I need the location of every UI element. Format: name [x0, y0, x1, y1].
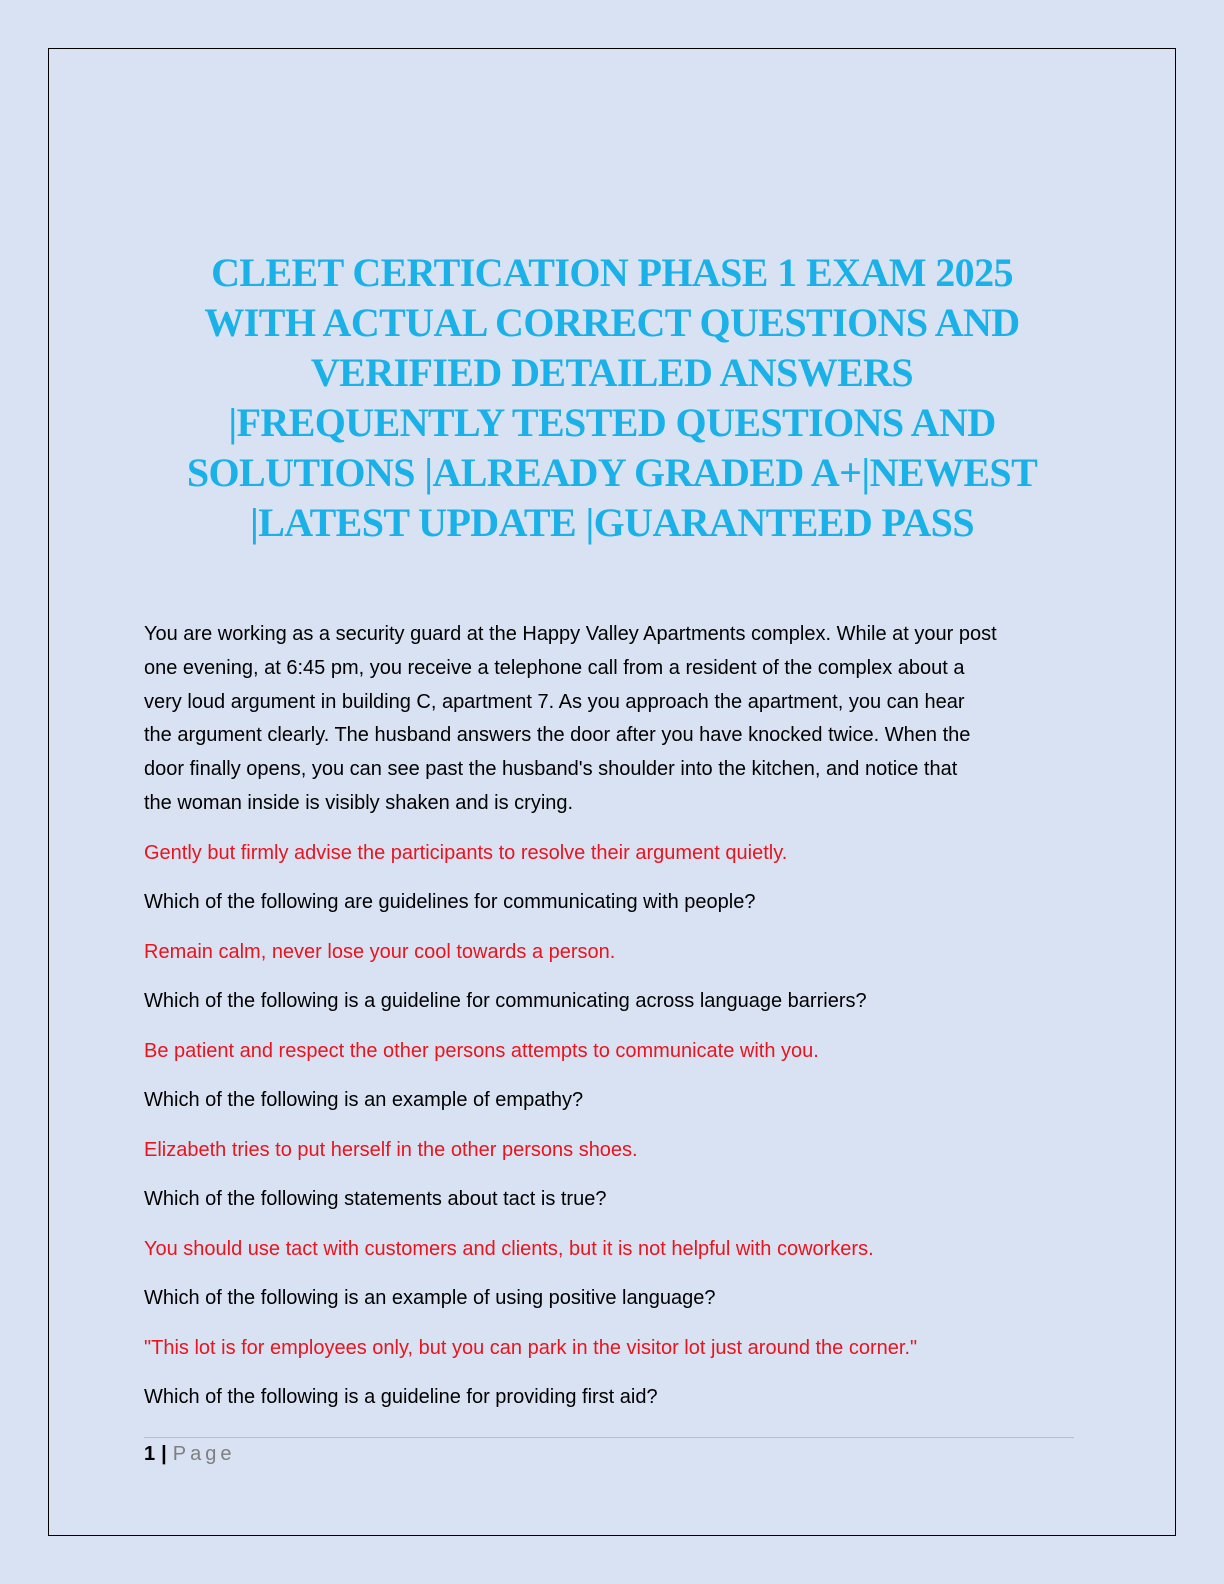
- question-text: Which of the following statements about tact is true?: [144, 1188, 607, 1211]
- scenario-line: the argument clearly. The husband answers the door after you have knocked twice. When the: [144, 724, 971, 747]
- answer-text: Be patient and respect the other persons attempts to communicate with you.: [144, 1039, 819, 1062]
- answer-text: Remain calm, never lose your cool towards a person.: [144, 940, 616, 963]
- scenario-line: one evening, at 6:45 pm, you receive a telephone call from a resident of the complex about a: [144, 656, 965, 679]
- answer-text: Gently but firmly advise the participants to resolve their argument quietly.: [144, 841, 788, 864]
- title-line: WITH ACTUAL CORRECT QUESTIONS AND: [204, 300, 1020, 345]
- question-text: Which of the following are guidelines for communicating with people?: [144, 891, 756, 914]
- question-text: Which of the following is a guideline for communicating across language barriers?: [144, 990, 867, 1013]
- title-line: VERIFIED DETAILED ANSWERS: [310, 350, 914, 395]
- question-text: Which of the following is a guideline for providing first aid?: [144, 1386, 658, 1409]
- document-title: [130, 248, 1094, 548]
- answer-text: Elizabeth tries to put herself in the other persons shoes.: [144, 1138, 638, 1161]
- title-line: CLEET CERTICATION PHASE 1 EXAM 2025: [211, 250, 1013, 295]
- question-text: Which of the following is an example of empathy?: [144, 1089, 584, 1112]
- scenario-paragraph: [144, 618, 1084, 821]
- document-body: [144, 618, 1084, 1431]
- answer-text: "This lot is for employees only, but you can park in the visitor lot just around the corner.": [144, 1336, 918, 1359]
- scenario-line: You are working as a security guard at the Happy Valley Apartments complex. While at your post: [144, 623, 997, 645]
- scenario-line: door finally opens, you can see past the husband's shoulder into the kitchen, and notice that: [144, 758, 958, 781]
- question-text: Which of the following is an example of using positive language?: [144, 1287, 716, 1310]
- page-label: Page: [172, 1443, 236, 1465]
- footer-divider: [144, 1437, 1074, 1438]
- title-line: |FREQUENTLY TESTED QUESTIONS AND: [228, 400, 996, 445]
- page-footer: [144, 1441, 235, 1467]
- scenario-line: very loud argument in building C, apartment 7. As you approach the apartment, you can hear: [144, 690, 965, 713]
- title-line: |LATEST UPDATE |GUARANTEED PASS: [250, 500, 974, 545]
- title-line: SOLUTIONS |ALREADY GRADED A+|NEWEST: [186, 450, 1038, 495]
- answer-text: You should use tact with customers and clients, but it is not helpful with coworkers.: [144, 1237, 874, 1260]
- page-number: 1: [144, 1443, 156, 1465]
- scenario-line: the woman inside is visibly shaken and is crying.: [144, 791, 574, 814]
- footer-separator: |: [161, 1443, 167, 1465]
